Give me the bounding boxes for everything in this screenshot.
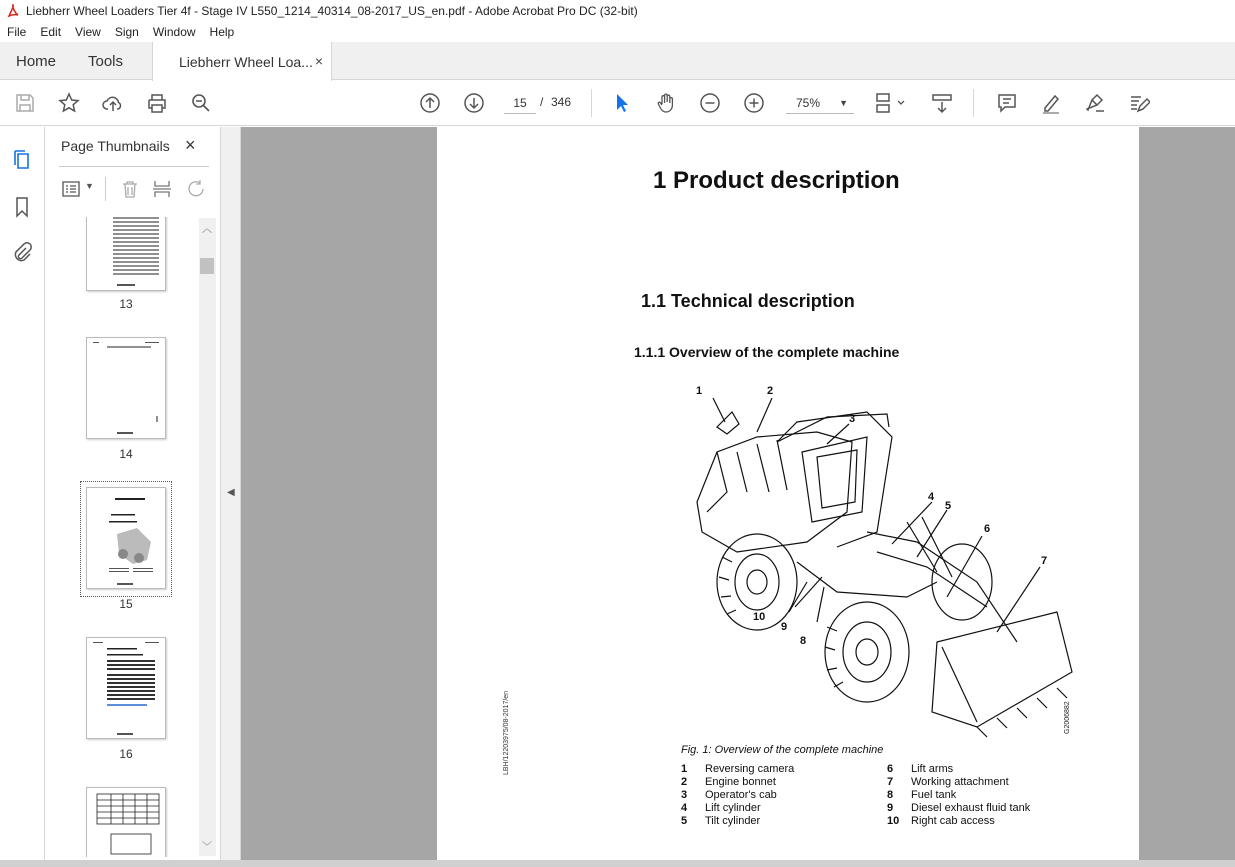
legend-row: 2 Engine bonnet — [681, 776, 776, 788]
thumbnail-label: 14 — [119, 447, 133, 461]
tab-document[interactable] — [152, 42, 332, 81]
page-display-icon[interactable] — [874, 91, 908, 115]
thumbnail-page-15[interactable] — [86, 487, 166, 589]
window-title: Liebherr Wheel Loaders Tier 4f - Stage IV L550_1214_40314_08-2017_US_en.pdf - Adobe Acrobat Pro DC (32-bit) — [26, 4, 638, 18]
horizontal-scrollbar[interactable] — [0, 860, 1235, 867]
page-thumbnails-icon[interactable] — [10, 148, 34, 172]
close-tab-icon[interactable]: × — [314, 53, 323, 69]
toolbar — [0, 81, 1235, 126]
document-reference: LBH/12203975/08-2017/en — [503, 690, 510, 775]
close-panel-icon[interactable]: × — [185, 135, 196, 155]
print-icon[interactable] — [145, 91, 169, 115]
zoom-in-icon[interactable] — [742, 91, 766, 115]
thumbnail-page-16[interactable] — [86, 637, 166, 739]
legend-row: 3 Operator's cab — [681, 789, 777, 801]
toolbar-divider — [973, 89, 974, 117]
bookmark-icon[interactable] — [10, 195, 34, 219]
scrollbar-thumb[interactable] — [200, 258, 214, 274]
legend-left — [681, 763, 794, 828]
navigation-rail — [0, 127, 45, 867]
thumbnail-preview — [87, 638, 165, 738]
toolbar-divider — [591, 89, 592, 117]
thumbnail-preview — [87, 338, 165, 438]
menu-file[interactable]: File — [7, 25, 27, 39]
legend-right — [887, 763, 1030, 828]
legend-row: 6 Lift arms — [887, 763, 954, 775]
acrobat-icon — [6, 4, 20, 18]
hand-icon[interactable] — [654, 91, 678, 115]
legend-row: 9 Diesel exhaust fluid tank — [887, 802, 1031, 814]
callout-label: 8 — [800, 635, 807, 647]
extract-pages-icon[interactable] — [152, 179, 172, 199]
zoom-out-icon[interactable] — [698, 91, 722, 115]
attachment-icon[interactable] — [10, 240, 34, 264]
upload-cloud-icon[interactable] — [101, 91, 125, 115]
pdf-page — [437, 127, 1139, 860]
heading-3: 1.1.1 Overview of the complete machine — [634, 344, 900, 360]
sign-pen-icon[interactable] — [1083, 91, 1107, 115]
menu-window[interactable]: Window — [152, 25, 196, 39]
figure-code: G2006882 — [1064, 701, 1071, 734]
select-cursor-icon[interactable] — [610, 91, 634, 115]
heading-2: 1.1 Technical description — [641, 291, 855, 311]
thumbnail-preview — [87, 788, 165, 857]
thumbnail-page-17[interactable] — [86, 787, 166, 857]
page-total: 346 — [551, 95, 572, 109]
star-icon[interactable] — [57, 91, 81, 115]
tab-bar — [0, 42, 1235, 80]
thumbnail-options-icon[interactable] — [61, 179, 81, 199]
scroll-down-icon[interactable]: ﹀ — [202, 842, 212, 853]
menu-view[interactable]: View — [75, 25, 101, 39]
thumbnail-label: 16 — [119, 747, 133, 761]
chevron-down-icon: ▼ — [839, 98, 848, 108]
callout-label: 5 — [945, 500, 952, 512]
thumbnail-page-13[interactable] — [86, 217, 166, 291]
callout-label: 9 — [781, 621, 788, 633]
callout-label: 6 — [984, 523, 991, 535]
legend-row: 10 Right cab access — [887, 815, 995, 827]
panel-tools — [59, 177, 219, 201]
thumbnail-label: 13 — [119, 297, 133, 311]
callout-label: 4 — [928, 491, 935, 503]
trash-icon[interactable] — [120, 179, 140, 199]
thumbnail-scrollbar[interactable] — [199, 218, 216, 856]
save-icon[interactable] — [13, 91, 37, 115]
heading-1: 1 Product description — [653, 167, 900, 194]
page-separator: / — [540, 95, 544, 109]
page-number-input[interactable] — [504, 92, 536, 114]
title-bar — [0, 0, 1235, 22]
comment-icon[interactable] — [995, 91, 1019, 115]
thumbnail-page-14[interactable] — [86, 337, 166, 439]
panel-tools-divider — [105, 177, 106, 201]
chevron-down-icon[interactable]: ▼ — [85, 181, 94, 191]
thumbnail-preview — [87, 217, 165, 290]
legend-row: 1 Reversing camera — [681, 763, 795, 775]
legend-row: 8 Fuel tank — [887, 789, 957, 801]
callout-label: 3 — [849, 413, 856, 425]
thumbnail-label: 15 — [119, 597, 133, 611]
callout-label: 1 — [696, 385, 703, 397]
tab-home[interactable]: Home — [16, 52, 57, 70]
document-viewport[interactable] — [241, 127, 1235, 860]
legend-row: 4 Lift cylinder — [681, 802, 761, 814]
thumbnail-list — [59, 217, 209, 857]
zoom-value: 75% — [796, 96, 821, 110]
wheel-loader-figure — [677, 382, 1077, 742]
collapse-panel-icon[interactable]: ◀ — [227, 487, 235, 498]
panel-divider — [59, 166, 209, 167]
callout-label: 7 — [1041, 555, 1048, 567]
legend-row: 5 Tilt cylinder — [681, 815, 761, 827]
highlight-pen-icon[interactable] — [1039, 91, 1063, 115]
tab-document-label: Liebherr Wheel Loa... — [179, 53, 313, 70]
fill-sign-icon[interactable] — [1127, 91, 1151, 115]
thumbnail-preview — [87, 488, 165, 588]
menu-sign[interactable]: Sign — [114, 25, 139, 39]
search-icon[interactable] — [189, 91, 213, 115]
next-page-icon[interactable] — [462, 91, 486, 115]
rotate-icon[interactable] — [186, 179, 206, 199]
panel-collapse-strip[interactable] — [221, 127, 241, 860]
previous-page-icon[interactable] — [418, 91, 442, 115]
tab-tools[interactable]: Tools — [88, 52, 124, 70]
thumbnails-panel — [45, 127, 221, 860]
menu-help[interactable]: Help — [209, 25, 235, 39]
callout-label: 2 — [767, 385, 774, 397]
zoom-select[interactable] — [786, 92, 854, 114]
figure-caption: Fig. 1: Overview of the complete machine — [681, 744, 884, 756]
legend-row: 7 Working attachment — [887, 776, 1009, 788]
scroll-up-icon[interactable]: ︿ — [202, 224, 212, 235]
menu-bar — [0, 22, 1235, 42]
scroll-mode-icon[interactable] — [930, 91, 954, 115]
menu-edit[interactable]: Edit — [40, 25, 62, 39]
panel-title: Page Thumbnails — [61, 138, 170, 154]
callout-label: 10 — [753, 611, 766, 623]
